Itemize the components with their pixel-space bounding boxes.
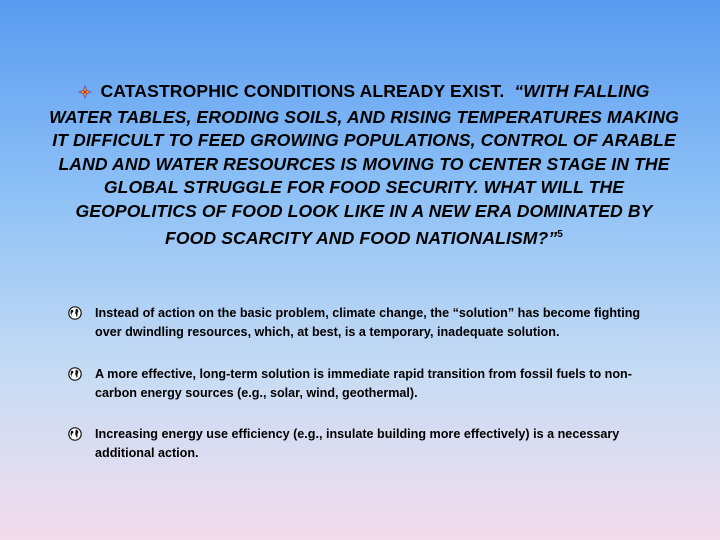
bullet-text: A more effective, long-term solution is immediate rapid transition from fossil fuels to non-carbon energy sources (e.g., solar, wind, geothermal). — [95, 367, 632, 400]
globe-icon — [68, 306, 82, 326]
bullet-text: Instead of action on the basic problem, climate change, the “solution” has become fighting over dwindling resources, which, at best, is a temporary, inadequate solution. — [95, 306, 641, 339]
bullet-list — [68, 304, 658, 462]
headline-quote: “WITH FALLING WATER TABLES, ERODING SOILS, AND RISING TEMPERATURES MAKING IT DIFFICULT TO FEED GROWING POPULATIONS, CONTROL OF ARABLE LAND AND WATER RESOURCES IS MOVING TO CENTER STAGE IN THE GLOBAL STRUGGLE FOR FOOD SECURITY. WHAT WILL THE GEOPOLITICS OF FOOD LOOK LIKE IN A NEW ERA DOMINATED BY FOOD SCARCITY AND FOOD NATIONALISM?” — [49, 81, 679, 248]
bullet-item — [68, 304, 658, 341]
globe-icon — [68, 367, 82, 387]
bullet-item — [68, 365, 658, 402]
footnote-marker: 5 — [557, 229, 563, 240]
bullet-text: Increasing energy use efficiency (e.g., insulate building more effectively) is a necessary additional action. — [95, 427, 620, 460]
headline-lead: CATASTROPHIC CONDITIONS ALREADY EXIST. — [100, 81, 505, 101]
sparkle-bullet-icon — [78, 82, 92, 106]
bullet-item — [68, 425, 658, 462]
globe-icon — [68, 427, 82, 447]
slide-headline — [48, 80, 680, 251]
